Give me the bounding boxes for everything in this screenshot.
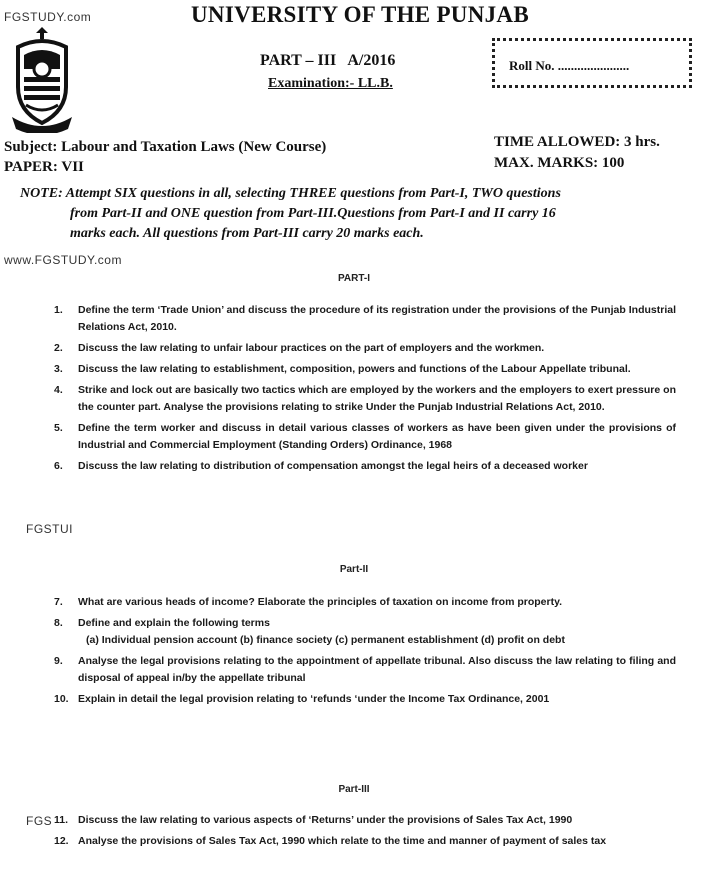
question-item: 6. Discuss the law relating to distribution of compensation amongst the legal heirs of a deceased worker: [54, 460, 588, 472]
watermark-top: FGSTUDY.com: [4, 10, 92, 24]
subject-label: Subject: Labour and Taxation Laws (New Course): [4, 139, 327, 155]
note-line-3: marks each. All questions from Part-III carry 20 marks each.: [70, 226, 424, 241]
examination-label: Examination:- LL.B.: [268, 76, 393, 91]
time-allowed: TIME ALLOWED: 3 hrs.: [494, 134, 660, 150]
note-line-1: NOTE: Attempt SIX questions in all, selecting THREE questions from Part-I, TWO questions: [20, 186, 561, 201]
watermark-q6: FGSTUI: [26, 522, 73, 536]
question-item: 3. Discuss the law relating to establishment, composition, powers and functions of the Labour Appellate tribunal.: [54, 363, 631, 375]
part-2-questions: [46, 594, 676, 712]
question-item: 10. Explain in detail the legal provision relating to ‘refunds ‘under the Income Tax Ordinance, 2001: [54, 693, 550, 705]
part-label: PART – III: [260, 52, 337, 69]
university-crest-icon: [10, 25, 74, 133]
part-2-heading: Part-II: [339, 564, 369, 575]
instructions-note: [20, 184, 680, 244]
part-line: [260, 52, 395, 70]
part-1-questions: [46, 302, 676, 479]
question-item: 2. Discuss the law relating to unfair labour practices on the part of employers and the workmen.: [54, 342, 545, 354]
part-1-heading: PART-I: [337, 273, 371, 284]
watermark-mid: www.FGSTUDY.com: [4, 253, 122, 267]
part-3-heading: Part-III: [338, 784, 370, 795]
paper-label: PAPER: VII: [4, 159, 84, 175]
question-item: 7. What are various heads of income? Elaborate the principles of taxation on income from property.: [54, 596, 563, 608]
note-line-2: from Part-II and ONE question from Part-III.Questions from Part-I and II carry 16: [70, 206, 556, 221]
question-item: 1. Define the term ‘Trade Union’ and discuss the procedure of its registration under the provisions of the Punjab Industrial Relations Act, 2010.: [54, 304, 676, 333]
question-item: 9. Analyse the legal provisions relating to the appointment of appellate tribunal. Also discuss the law relating to filing and disposal of appeal in/by the appellate tribunal: [54, 655, 676, 684]
question-item: 4. Strike and lock out are basically two tactics which are employed by the workers and the employers to exert pressure on the counter part. Analyse the provisions relating to strike Under the Punjab Industrial Relations Act, 2010.: [54, 384, 676, 413]
session-label: A/2016: [347, 52, 396, 69]
roll-number-box: [492, 38, 692, 88]
roll-number-label: Roll No. ......................: [509, 58, 630, 73]
university-title: UNIVERSITY OF THE PUNJAB: [191, 2, 529, 27]
question-item: 8. Define and explain the following terms (a) Individual pension account (b) finance society (c) permanent establishment (d) profit on debt: [54, 617, 565, 646]
question-item: 11. Discuss the law relating to various aspects of ‘Returns’ under the provisions of Sales Tax Act, 1990: [54, 814, 573, 826]
question-item: 5. Define the term worker and discuss in detail various classes of workers as have been given under the provisions of Industrial and Commercial Employment (Standing Orders) Ordinance, 1968: [54, 422, 676, 451]
question-item: 12. Analyse the provisions of Sales Tax Act, 1990 which relate to the time and manner of payment of sales tax: [54, 835, 607, 847]
part-3-questions: [46, 812, 676, 854]
max-marks: MAX. MARKS: 100: [494, 155, 625, 171]
watermark-q11: FGS: [26, 814, 53, 828]
